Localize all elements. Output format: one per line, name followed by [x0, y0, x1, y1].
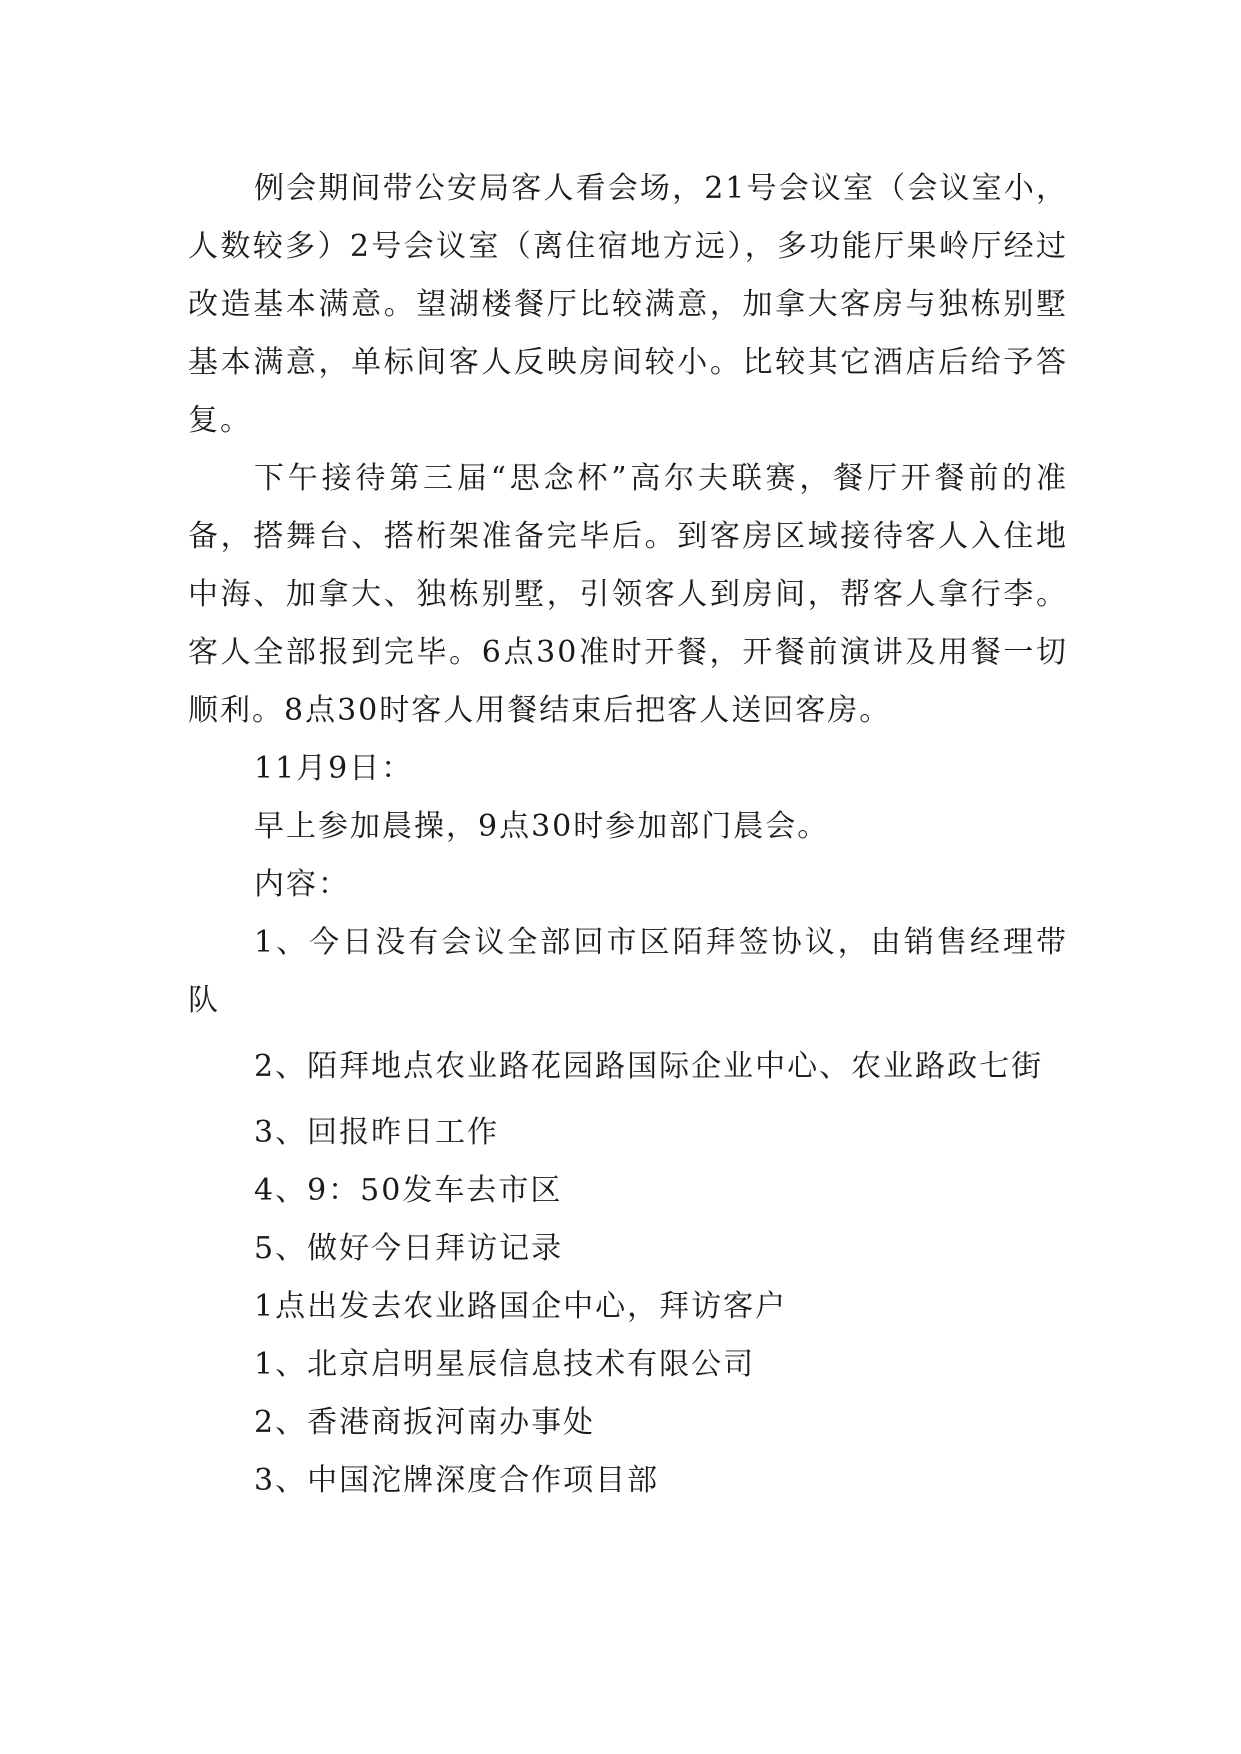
paragraph-morning: 早上参加晨操，9点30时参加部门晨会。 [254, 809, 830, 844]
document-body [188, 160, 1068, 1510]
list-item-4: 4、9：50发车去市区 [254, 1173, 563, 1208]
client-item-2: 2、香港商扳河南办事处 [254, 1405, 596, 1440]
list-item-3: 3、回报昨日工作 [254, 1115, 500, 1150]
paragraph-meeting-venue: 例会期间带公安局客人看会场，21号会议室（会议室小，人数较多）2号会议室（离住宿地方远），多功能厅果岭厅经过改造基本满意。望湖楼餐厅比较满意，加拿大客房与独栋别墅基本满意，单标间客人反映房间较小。比较其它酒店后给予答复。 [188, 171, 1068, 438]
client-item-1: 1、北京启明星辰信息技术有限公司 [254, 1347, 756, 1382]
paragraph-visit: 1点出发去农业路国企中心，拜访客户 [254, 1289, 788, 1324]
paragraph-date: 11月9日： [254, 751, 414, 786]
list-item-2: 2、陌拜地点农业路花园路国际企业中心、农业路政七街 [254, 1049, 1044, 1084]
list-item-5: 5、做好今日拜访记录 [254, 1231, 564, 1266]
list-item-1: 1、今日没有会议全部回市区陌拜签协议，由销售经理带队 [188, 925, 1068, 1018]
paragraph-afternoon-reception: 下午接待第三届“思念杯”高尔夫联赛，餐厅开餐前的准备，搭舞台、搭桁架准备完毕后。到客房区域接待客人入住地中海、加拿大、独栋别墅，引领客人到房间，帮客人拿行李。客人全部报到完毕。6点30准时开餐，开餐前演讲及用餐一切顺利。8点30时客人用餐结束后把客人送回客房。 [188, 461, 1068, 728]
client-item-3: 3、中国沱牌深度合作项目部 [254, 1463, 660, 1498]
paragraph-content-heading: 内容： [254, 867, 350, 902]
